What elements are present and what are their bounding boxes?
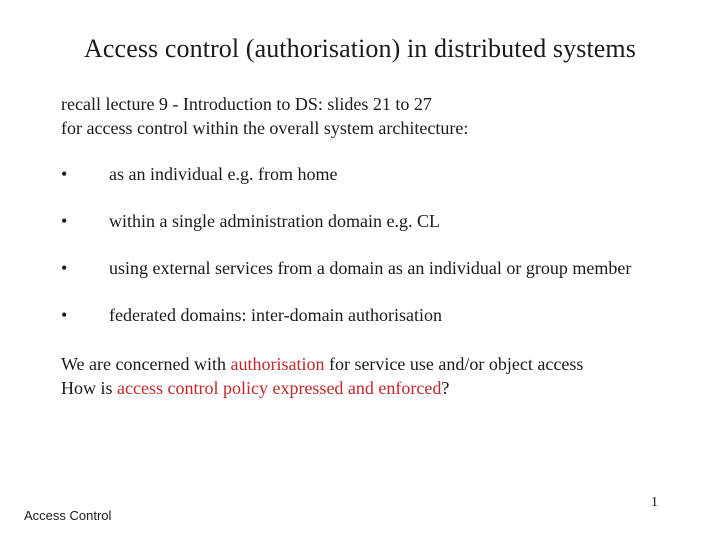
authorisation-highlight: authorisation [230,354,325,374]
recall-line-2: for access control within the overall system architecture: [61,118,469,138]
bullet-text: federated domains: inter-domain authorisation [109,305,443,325]
concern-line-2-prefix: How is [61,378,118,398]
concern-line-1 [61,352,583,376]
bullet-icon: • [61,258,68,278]
concern-line-1-prefix: We are concerned with [61,354,231,374]
bullet-icon: • [61,305,68,325]
bullet-icon: • [61,164,68,184]
recall-paragraph [61,92,468,140]
policy-highlight: access control policy expressed and enforced [117,378,442,398]
concern-line-2-suffix: ? [441,378,450,398]
bullet-text: within a single administration domain e.g. CL [109,211,440,231]
bullet-text: using external services from a domain as an individual or group member [109,258,632,278]
concern-line-1-suffix: for service use and/or object access [324,354,584,374]
concern-line-2 [61,376,583,400]
recall-line-1: recall lecture 9 - Introduction to DS: slides 21 to 27 [61,94,432,114]
footer-label: Access Control [24,508,112,523]
bullet-icon: • [61,211,68,231]
slide-title: Access control (authorisation) in distributed systems [84,34,636,63]
bullet-text: as an individual e.g. from home [109,164,338,184]
page-number: 1 [651,495,658,510]
concern-paragraph [61,352,583,400]
